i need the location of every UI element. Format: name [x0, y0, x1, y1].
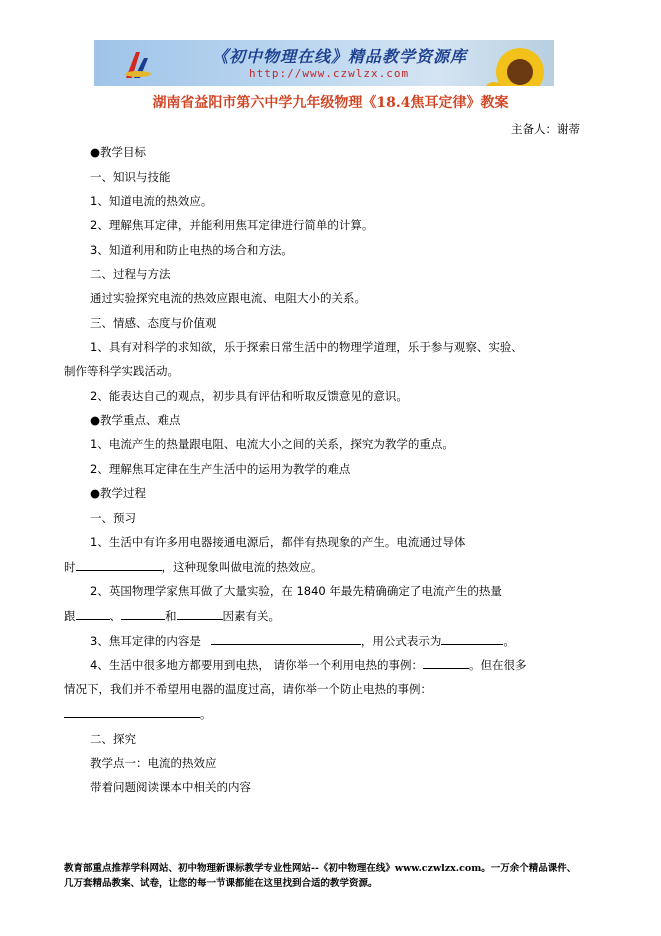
subsection-heading: 二、过程与方法 [90, 267, 171, 281]
q3-mid: ，用公式表示为 [360, 634, 442, 648]
question-1-line-1: 1、生活中有许多用电器接通电源后，都伴有热现象的产生。电流通过导体 [90, 535, 466, 549]
text-line: 1、具有对科学的求知欲，乐于探索日常生活中的物理学道理，乐于参与观察、实验、 [90, 340, 523, 354]
page-footer [64, 861, 576, 891]
banner-url: http://www.czwlzx.com [249, 67, 410, 80]
banner-title: 《初中物理在线》精品教学资源库 [212, 47, 468, 66]
header-banner [94, 40, 554, 86]
subsection-heading: 一、知识与技能 [90, 170, 171, 184]
q3-prefix: 3、焦耳定律的内容是 [90, 634, 201, 648]
answer-blank[interactable] [121, 607, 165, 620]
section-heading: ●教学重点、难点 [90, 413, 181, 427]
q2-prefix: 跟 [64, 609, 76, 623]
text-line: 1、电流产生的热量跟电阻、电流大小之间的关系，探究为教学的重点。 [90, 437, 454, 451]
text-line: 2、理解焦耳定律在生产生活中的运用为教学的难点 [90, 462, 351, 476]
page-title: 湖南省益阳市第六中学九年级物理《18.4焦耳定律》教案 [152, 95, 509, 111]
text-line: 2、能表达自己的观点，初步具有评估和听取反馈意见的意识。 [90, 389, 408, 403]
author-line: 主备人：谢蒂 [511, 122, 580, 136]
question-4-line-2: 情况下，我们并不希望用电器的温度过高，请你举一个防止电热的事例： [64, 682, 432, 696]
text-line: 教学点一：电流的热效应 [90, 756, 217, 770]
footer-line-1: 教育部重点推荐学科网站、初中物理新课标教学专业性网站--《初中物理在线》www.czwlzx.com。一万余个精品课件、 [64, 863, 577, 874]
text-line: 带着问题阅读课本中相关的内容 [90, 780, 251, 794]
question-4-line-1 [90, 656, 526, 673]
answer-blank[interactable] [423, 656, 469, 669]
q2-suffix: 因素有关。 [222, 609, 280, 623]
question-1-line-2 [64, 558, 323, 575]
text-line: 1、知道电流的热效应。 [90, 194, 213, 208]
q3-suffix: 。 [503, 634, 515, 648]
q1-suffix: ，这种现象叫做电流的热效应。 [161, 560, 323, 574]
answer-blank[interactable] [76, 607, 110, 620]
q4-suffix: 。但在很多 [468, 658, 527, 672]
answer-blank[interactable] [76, 558, 162, 571]
q2-separator: 、 [109, 609, 121, 623]
q2-separator: 和 [165, 609, 177, 623]
subsection-heading: 一、预习 [90, 511, 136, 525]
sunflower-image [480, 42, 554, 86]
q4-prefix: 4、生活中很多地方都要用到电热， 请你举一个利用电热的事例： [90, 658, 423, 672]
answer-blank[interactable] [177, 607, 223, 620]
q1-prefix: 时 [64, 560, 76, 574]
footer-line-2: 几万套精品教案、试卷，让您的每一节课都能在这里找到合适的教学资源。 [64, 878, 378, 889]
text-line: 制作等科学实践活动。 [64, 364, 179, 378]
q4-end: 。 [200, 707, 212, 721]
question-4-line-3 [64, 705, 212, 722]
text-line: 通过实验探究电流的热效应跟电流、电阻大小的关系。 [90, 291, 366, 305]
question-2-line-1: 2、英国物理学家焦耳做了大量实验，在 1840 年最先精确确定了电流产生的热量 [90, 584, 502, 598]
answer-blank[interactable] [211, 632, 361, 645]
answer-blank[interactable] [64, 705, 200, 718]
question-3 [90, 632, 515, 649]
text-line: 2、理解焦耳定律，并能利用焦耳定律进行简单的计算。 [90, 218, 374, 232]
subsection-heading: 二、探究 [90, 732, 136, 746]
section-heading: ●教学过程 [90, 486, 147, 500]
answer-blank[interactable] [441, 632, 503, 645]
section-heading: ●教学目标 [90, 145, 147, 159]
site-logo [122, 50, 152, 80]
text-line: 3、知道利用和防止电热的场合和方法。 [90, 243, 293, 257]
subsection-heading: 三、情感、态度与价值观 [90, 316, 217, 330]
question-2-line-2 [64, 607, 280, 624]
